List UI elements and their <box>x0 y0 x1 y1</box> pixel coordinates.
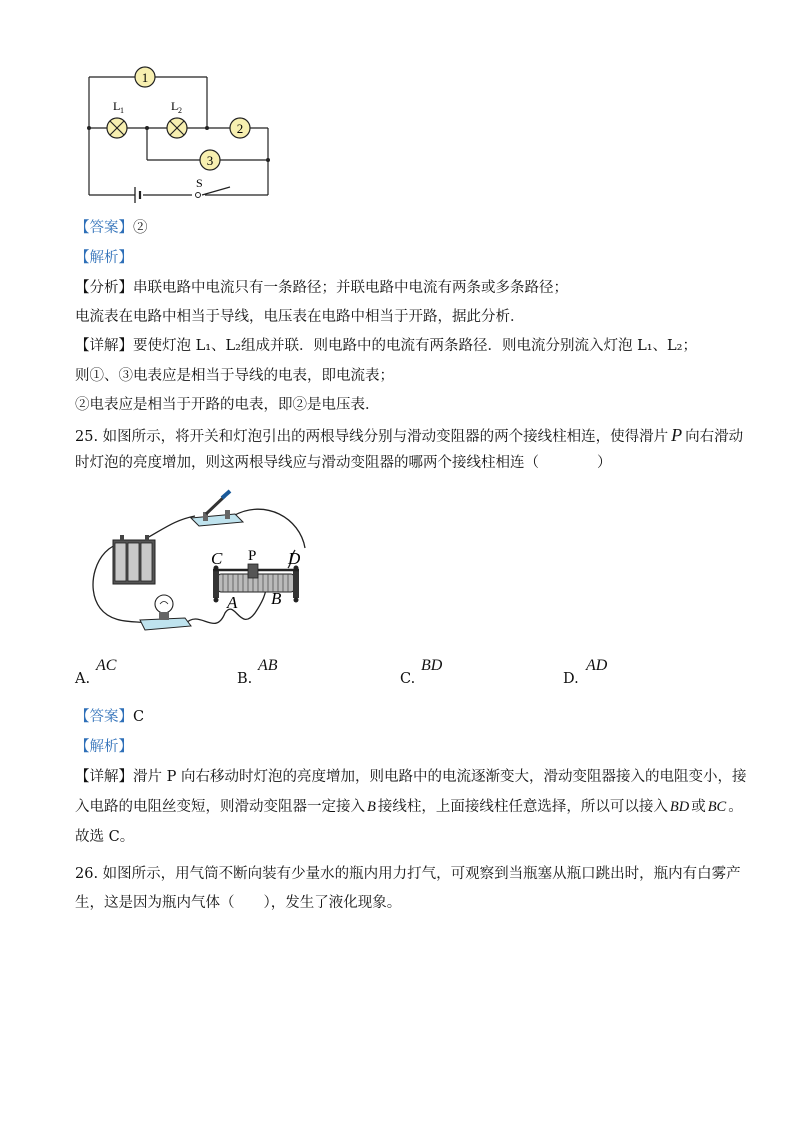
detail-2-or: 或 <box>691 799 706 815</box>
option-d-letter[interactable]: D. <box>563 671 579 687</box>
battery-icon <box>113 535 155 584</box>
q25-answer-line <box>75 707 144 727</box>
q26-stem-line-2: 生，这是因为瓶内气体（ ），发生了液化现象。 <box>75 895 402 911</box>
svg-text:L: L <box>171 99 179 113</box>
answer-value: C <box>133 709 145 725</box>
rheostat-figure-q25 <box>85 488 325 643</box>
detail-text: 滑片 P 向右移动时灯泡的亮度增加，则电路中的电流逐渐变大，滑动变阻器接入的电阻变小，接 <box>133 769 747 785</box>
option-b-value[interactable]: AB <box>258 657 278 674</box>
lamp-l1 <box>107 99 127 138</box>
q24-fenxi-line-2: 电流表在电路中相当于导线，电压表在电路中相当于开路，据此分析． <box>75 309 525 325</box>
option-b-letter[interactable]: B. <box>237 671 253 687</box>
q24-answer-line <box>75 218 148 238</box>
detail-2-text-c: 接线柱，上面接线柱任意选择，所以可以接入 <box>377 799 668 815</box>
svg-text:2: 2 <box>178 106 182 115</box>
svg-text:L: L <box>113 99 121 113</box>
q24-fenxi-line <box>75 278 568 298</box>
q25-stem-part-1: 25. 如图所示，将开关和灯泡引出的两根导线分别与滑动变阻器的两个接线柱相连，使得滑片 <box>75 429 669 445</box>
q24-detail-line-1 <box>75 336 697 356</box>
rheostat-icon <box>213 564 299 603</box>
terminal-b-label: B <box>271 589 282 608</box>
terminal-a-label: A <box>227 593 238 612</box>
terminal-c-label: C <box>211 549 223 568</box>
fenxi-tag: 【分析】 <box>75 280 133 296</box>
light-bulb-icon <box>140 595 191 630</box>
lamp-l2 <box>167 99 187 138</box>
q25-stem-line-2: 时灯泡的亮度增加，则这两根导线应与滑动变阻器的哪两个接线柱相连（ ） <box>75 455 612 471</box>
q25-stem-line-1 <box>75 425 743 447</box>
detail-text: 要使灯泡 L₁、L₂组成并联．则电路中的电流有两条路径．则电流分别流入灯泡 L₁、L₂； <box>133 338 697 354</box>
detail-2-terminal-b: B <box>367 799 376 815</box>
answer-value: ② <box>133 220 148 236</box>
q26-stem-line-1: 26. 如图所示，用气筒不断向装有少量水的瓶内用力打气，可观察到当瓶塞从瓶口跳出时，瓶内有白雾产 <box>75 866 741 882</box>
svg-text:3: 3 <box>206 153 214 168</box>
switch-label: S <box>196 176 203 190</box>
detail-2-bd: BD <box>669 799 690 815</box>
circuit-diagram-q24 <box>80 65 280 205</box>
detail-2-bc: BC <box>707 799 727 815</box>
answer-tag: 【答案】 <box>75 709 133 725</box>
q25-stem-part-2: 向右滑动 <box>685 429 744 445</box>
meter-2 <box>230 118 250 138</box>
detail-tag: 【详解】 <box>75 338 133 354</box>
svg-text:1: 1 <box>120 106 124 115</box>
q25-stem-p: P <box>671 425 683 445</box>
detail-2-text-a: 入电路的电阻丝变短，则滑动变阻器一定接入 <box>75 799 365 815</box>
detail-tag: 【详解】 <box>75 769 133 785</box>
q24-detail-line-2: 则①、③电表应是相当于导线的电表，即电流表； <box>75 368 394 384</box>
option-a-letter[interactable]: A. <box>75 671 91 687</box>
option-d-value[interactable]: AD <box>586 657 608 674</box>
meter-1 <box>135 67 155 87</box>
option-c-letter[interactable]: C. <box>400 671 416 687</box>
detail-2-period: 。 <box>728 799 743 815</box>
q25-detail-line-2 <box>75 797 743 817</box>
q25-detail-line-1 <box>75 767 746 787</box>
meter-3 <box>200 150 220 170</box>
terminal-d-label: D <box>288 549 301 568</box>
knife-switch-icon <box>191 491 243 526</box>
option-a-value[interactable]: AC <box>96 657 117 674</box>
q24-detail-line-3: ②电表应是相当于开路的电表，即②是电压表． <box>75 397 380 413</box>
q24-analysis-tag: 【解析】 <box>75 250 133 266</box>
fenxi-text: 串联电路中电流只有一条路径；并联电路中电流有两条或多条路径； <box>133 280 568 296</box>
q25-analysis-tag: 【解析】 <box>75 739 133 755</box>
answer-tag: 【答案】 <box>75 220 133 236</box>
slider-p-label: P <box>248 548 257 564</box>
option-c-value[interactable]: BD <box>421 657 443 674</box>
svg-text:1: 1 <box>141 70 149 85</box>
svg-text:2: 2 <box>236 121 244 136</box>
q25-detail-line-3: 故选 C。 <box>75 829 135 845</box>
